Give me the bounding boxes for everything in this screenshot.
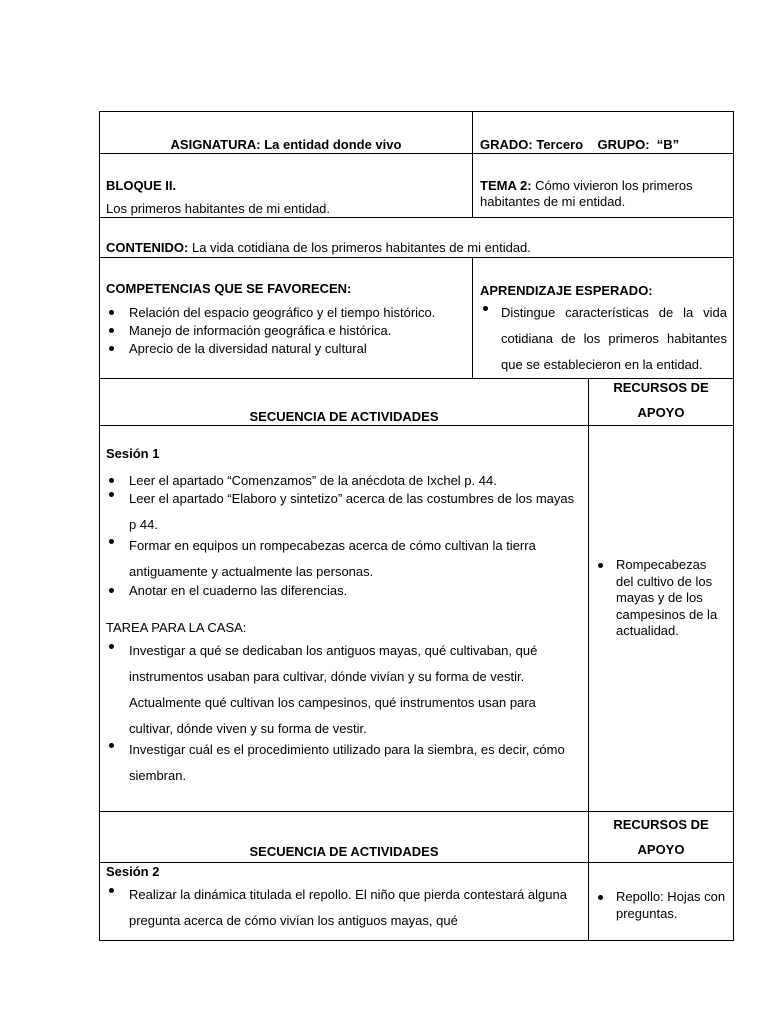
session-1-resources <box>589 426 734 812</box>
session-2-list <box>106 882 582 934</box>
list-item: Formar en equipos un rompecabezas acerca de cómo cultivan la tierra antiguamente y actualmente las personas. <box>106 533 582 585</box>
aprendizaje-list <box>480 300 727 378</box>
list-item: Leer el apartado “Elaboro y sintetizo” acerca de las costumbres de los mayas p 44. <box>106 486 582 538</box>
session-2-resources <box>589 863 734 941</box>
bloque-text: Los primeros habitantes de mi entidad. <box>106 201 331 216</box>
tarea-label: TAREA PARA LA CASA: <box>106 620 247 635</box>
asignatura-label: ASIGNATURA: <box>170 137 261 152</box>
bloque-label: BLOQUE II. <box>106 178 177 193</box>
header-table <box>99 111 734 379</box>
list-item: Aprecio de la diversidad natural y cultural <box>106 340 466 358</box>
grupo-label: GRUPO: <box>597 137 650 152</box>
list-item: Investigar cuál es el procedimiento utilizado para la siembra, es decir, cómo siembran. <box>106 737 582 789</box>
sequence-header: SECUENCIA DE ACTIVIDADES <box>100 812 589 863</box>
competencias-list <box>106 304 466 358</box>
competencias-title: COMPETENCIAS QUE SE FAVORECEN: <box>106 281 352 296</box>
list-item: Distingue características de la vida cotidiana de los primeros habitantes que se establecieron en la entidad. <box>480 300 727 378</box>
contenido-text: La vida cotidiana de los primeros habitantes de mi entidad. <box>191 240 531 255</box>
grupo-value: “B” <box>656 137 680 152</box>
tema-cell <box>473 154 734 218</box>
tarea-list <box>106 638 582 789</box>
list-item: Manejo de información geográfica e histórica. <box>106 322 466 340</box>
contenido-label: CONTENIDO: <box>106 240 189 255</box>
grado-label: GRADO: <box>480 137 533 152</box>
contenido-cell <box>100 218 734 258</box>
lesson-plan <box>99 111 733 941</box>
competencias-cell <box>100 258 473 379</box>
tema-label: TEMA 2: <box>480 178 532 193</box>
list-item: Rompecabezas del cultivo de los mayas y de los campesinos de la actualidad. <box>595 557 725 640</box>
resources-header <box>589 812 734 863</box>
sequence-table-1 <box>99 378 734 812</box>
resources-header <box>589 379 734 426</box>
bloque-cell <box>100 154 473 218</box>
resources-list <box>595 557 725 640</box>
resources-list <box>595 889 727 922</box>
resources-header-line1: RECURSOS DE <box>613 817 709 832</box>
sequence-header: SECUENCIA DE ACTIVIDADES <box>100 379 589 426</box>
list-item: Leer el apartado “Comenzamos” de la anécdota de Ixchel p. 44. <box>106 472 582 490</box>
session-1-cell <box>100 426 589 812</box>
list-item: Realizar la dinámica titulada el repollo. El niño que pierda contestará alguna pregunta acerca de cómo vivían los antiguos mayas, qué <box>106 882 582 934</box>
session-1-list <box>106 472 582 600</box>
asignatura-cell <box>100 112 473 154</box>
resources-header-line2: APOYO <box>637 842 685 857</box>
session-2-cell <box>100 863 589 941</box>
session-title: Sesión 1 <box>106 446 160 461</box>
tema-text: Cómo vivieron los primeros habitantes de mi entidad. <box>480 178 693 209</box>
sequence-table-2 <box>99 811 734 941</box>
list-item: Investigar a qué se dedicaban los antiguos mayas, qué cultivaban, qué instrumentos usaban para cultivar, dónde vivían y su forma de vestir. Actualmente qué cultivan los campesinos, qué instrumentos usan para cultivar, dónde viven y su forma de vestir. <box>106 638 582 742</box>
grado-cell <box>473 112 734 154</box>
list-item: Repollo: Hojas con preguntas. <box>595 889 727 922</box>
list-item: Relación del espacio geográfico y el tiempo histórico. <box>106 304 466 322</box>
resources-header-line1: RECURSOS DE <box>613 380 709 395</box>
aprendizaje-cell <box>473 258 734 379</box>
list-item: Anotar en el cuaderno las diferencias. <box>106 582 582 600</box>
session-title: Sesión 2 <box>106 864 160 879</box>
resources-header-line2: APOYO <box>637 405 685 420</box>
grado-value: Tercero <box>536 137 584 152</box>
asignatura-value: La entidad donde vivo <box>264 137 402 152</box>
aprendizaje-title: APRENDIZAJE ESPERADO: <box>480 283 653 298</box>
